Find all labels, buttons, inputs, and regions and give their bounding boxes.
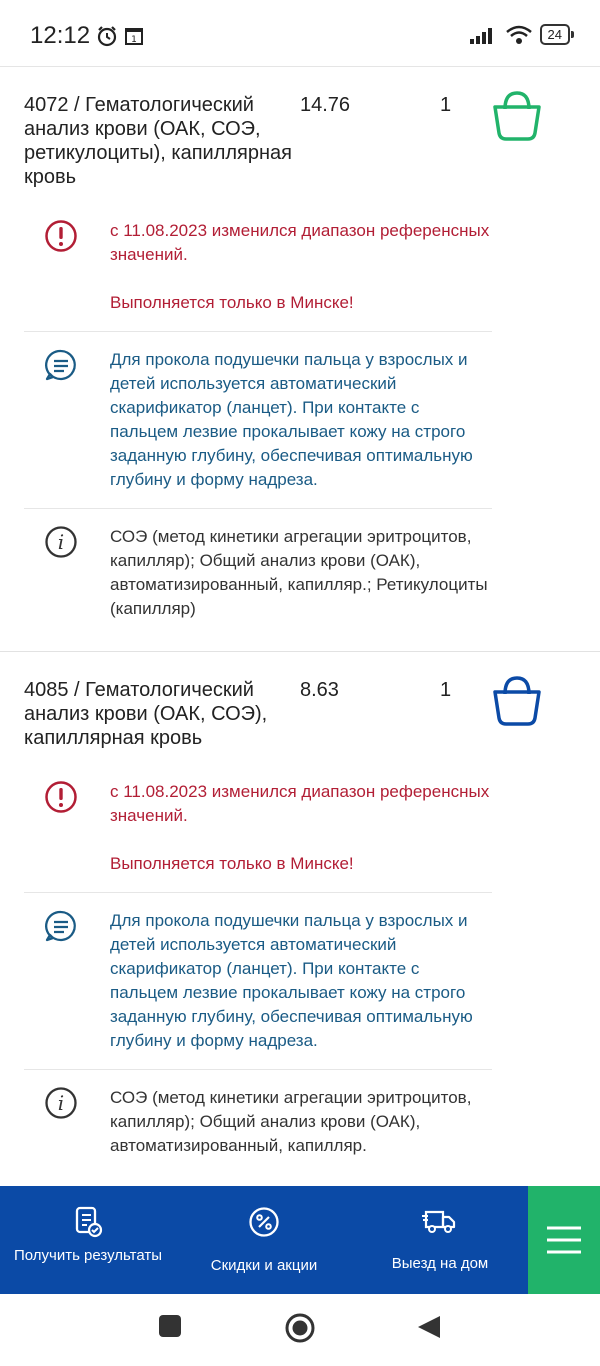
- comment-note: [24, 332, 492, 509]
- product-title[interactable]: 4072 / Гематологический анализ крови (ОАК, СОЭ, ретикулоциты), капиллярная кровь: [24, 94, 293, 188]
- nav-home-visit-label: Выезд на дом: [391, 1255, 489, 1272]
- delivery-truck-icon: [422, 1206, 458, 1236]
- results-icon: [73, 1206, 103, 1238]
- warning-line: Выполняется только в Минске!: [110, 293, 354, 312]
- alarm-icon: [96, 25, 118, 47]
- nav-discounts-label: Скидки и акции: [210, 1257, 318, 1274]
- nav-results-label: Получить результаты: [13, 1247, 163, 1264]
- basket-icon[interactable]: [490, 672, 544, 728]
- discount-icon: [248, 1206, 280, 1238]
- recent-apps-button[interactable]: [158, 1314, 182, 1338]
- product-quantity: 1: [440, 679, 452, 701]
- warning-line: с 11.08.2023 изменился диапазон референсных значений.: [110, 221, 490, 264]
- home-button[interactable]: [284, 1312, 316, 1344]
- comment-note: [24, 893, 492, 1070]
- comment-text: Для прокола подушечки пальца у взрослых и детей используется автоматический скарификатор (ланцет). При контакте с пальцем лезвие прокалывает кожу на строго заданную глубину, обеспечивая оптимальную глубину и форму надреза.: [110, 911, 473, 1050]
- bottom-navigation: [0, 1186, 600, 1294]
- info-note: [24, 509, 492, 637]
- product-title[interactable]: 4085 / Гематологический анализ крови (ОАК, СОЭ), капиллярная кровь: [24, 679, 268, 749]
- info-text: СОЭ (метод кинетики агрегации эритроцитов, капилляр); Общий анализ крови (ОАК), автоматизированный, капилляр.; Ретикулоциты (капилляр): [110, 527, 488, 618]
- system-navigation-bar: [0, 1294, 600, 1366]
- battery-indicator: 24: [540, 24, 570, 45]
- comment-text: Для прокола подушечки пальца у взрослых и детей используется автоматический скарификатор (ланцет). При контакте с пальцем лезвие прокалывает кожу на строго заданную глубину, обеспечивая оптимальную глубину и форму надреза.: [110, 350, 473, 489]
- nav-discounts-button[interactable]: [176, 1186, 352, 1294]
- menu-icon: [546, 1225, 582, 1255]
- warning-text: [110, 780, 492, 876]
- basket-icon[interactable]: [490, 87, 544, 143]
- product-price: 8.63: [300, 679, 339, 701]
- info-text: СОЭ (метод кинетики агрегации эритроцитов, капилляр); Общий анализ крови (ОАК), автоматизированный, капилляр.: [110, 1088, 472, 1155]
- product-card: [0, 652, 600, 1186]
- warning-line: Выполняется только в Минске!: [110, 854, 354, 873]
- warning-icon: [24, 780, 110, 876]
- back-button[interactable]: [416, 1314, 442, 1340]
- svg-text:1: 1: [131, 35, 137, 45]
- product-header: [0, 652, 600, 764]
- nav-home-visit-button[interactable]: [352, 1186, 528, 1294]
- status-right-group: [470, 24, 570, 45]
- status-time: 12:12: [30, 22, 91, 49]
- calendar-icon: [124, 26, 144, 46]
- warning-icon: [24, 219, 110, 315]
- nav-results-button[interactable]: [0, 1186, 176, 1294]
- product-notes: [24, 203, 492, 637]
- warning-note: [24, 203, 492, 332]
- svg-text:i: i: [57, 530, 65, 554]
- menu-button[interactable]: [528, 1186, 600, 1294]
- status-bar: [0, 0, 600, 66]
- info-icon: [24, 525, 110, 621]
- product-quantity: 1: [440, 94, 452, 116]
- comment-icon: [24, 909, 110, 1053]
- warning-text: [110, 219, 492, 315]
- status-time-group: [30, 22, 144, 50]
- warning-note: [24, 764, 492, 893]
- info-icon: [24, 1086, 110, 1158]
- product-card: [0, 67, 600, 652]
- product-price: 14.76: [300, 94, 351, 116]
- product-header: [0, 67, 600, 203]
- product-list: [0, 66, 600, 1186]
- svg-text:i: i: [57, 1091, 65, 1115]
- info-note: [24, 1070, 492, 1174]
- wifi-icon: [506, 25, 532, 45]
- comment-icon: [24, 348, 110, 492]
- warning-line: с 11.08.2023 изменился диапазон референсных значений.: [110, 782, 490, 825]
- signal-icon: [470, 26, 498, 44]
- product-notes: [24, 764, 492, 1174]
